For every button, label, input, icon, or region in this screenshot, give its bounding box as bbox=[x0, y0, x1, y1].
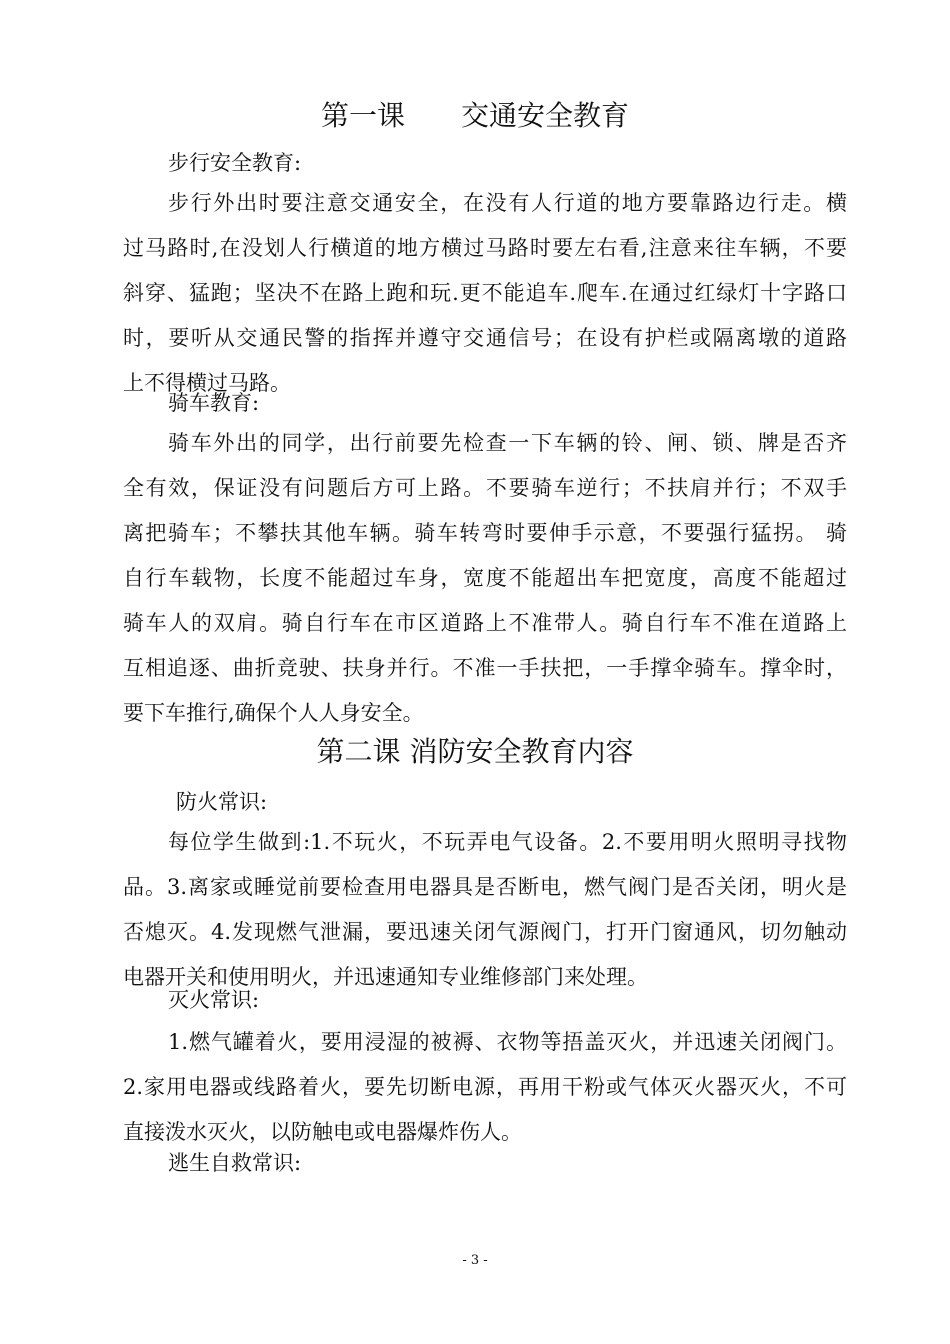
paragraph-line: 上不得横过马路。 bbox=[123, 371, 291, 395]
paragraph-line: 全有效，保证没有问题后方可上路。不要骑车逆行；不扶肩并行；不双手 bbox=[123, 476, 847, 500]
paragraph-line: 斜穿、猛跑；坚决不在路上跑和玩.更不能追车.爬车.在通过红绿灯十字路口 bbox=[123, 281, 847, 305]
paragraph-line: 时，要听从交通民警的指挥并遵守交通信号；在设有护栏或隔离墩的道路 bbox=[123, 326, 847, 350]
paragraph-line: 离把骑车；不攀扶其他车辆。骑车转弯时要伸手示意，不要强行猛拐。 骑 bbox=[123, 521, 847, 545]
paragraph-line: 2.家用电器或线路着火，要先切断电源，再用干粉或气体灭火器灭火，不可 bbox=[123, 1075, 847, 1099]
cycling-safety-paragraph bbox=[123, 428, 847, 743]
paragraph-line: 直接泼水灭火，以防触电或电器爆炸伤人。 bbox=[123, 1120, 522, 1144]
paragraph-line: 过马路时,在没划人行横道的地方横过马路时要左右看,注意来往车辆，不要 bbox=[123, 236, 847, 260]
paragraph-line: 品。3.离家或睡觉前要检查用电器具是否断电，燃气阀门是否关闭，明火是 bbox=[123, 875, 847, 899]
paragraph-line: 骑车外出的同学，出行前要先检查一下车辆的铃、闸、锁、牌是否齐 bbox=[168, 431, 847, 455]
lesson-1-title: 第一课 交通安全教育 bbox=[320, 99, 629, 132]
escape-self-rescue-heading: 逃生自救常识: bbox=[168, 1151, 302, 1175]
fire-prevention-heading: 防火常识: bbox=[176, 790, 268, 814]
extinguishing-heading: 灭火常识: bbox=[168, 988, 260, 1012]
lesson-2-title: 第二课 消防安全教育内容 bbox=[316, 735, 634, 768]
paragraph-line: 电器开关和使用明火，并迅速通知专业维修部门来处理。 bbox=[123, 965, 648, 989]
paragraph-line: 骑车人的双肩。骑自行车在市区道路上不准带人。骑自行车不准在道路上 bbox=[123, 611, 847, 635]
paragraph-line: 1.燃气罐着火，要用浸湿的被褥、衣物等捂盖灭火，并迅速关闭阀门。 bbox=[168, 1030, 847, 1054]
paragraph-line: 要下车推行,确保个人人身安全。 bbox=[123, 701, 424, 725]
page-number: - 3 - bbox=[462, 1253, 488, 1268]
paragraph-line: 互相追逐、曲折竞驶、扶身并行。不准一手扶把，一手撑伞骑车。撑伞时， bbox=[123, 656, 847, 680]
extinguishing-paragraph bbox=[123, 1027, 847, 1162]
paragraph-line: 自行车载物，长度不能超过车身，宽度不能超出车把宽度，高度不能超过 bbox=[123, 566, 847, 590]
cycling-safety-heading: 骑车教育: bbox=[168, 391, 260, 415]
walking-safety-paragraph bbox=[123, 188, 847, 413]
paragraph-line: 每位学生做到:1.不玩火，不玩弄电气设备。2.不要用明火照明寻找物 bbox=[168, 830, 847, 854]
paragraph-line: 否熄灭。4.发现燃气泄漏，要迅速关闭气源阀门，打开门窗通风，切勿触动 bbox=[123, 920, 847, 944]
fire-prevention-paragraph bbox=[123, 827, 847, 1007]
paragraph-line: 步行外出时要注意交通安全，在没有人行道的地方要靠路边行走。横 bbox=[168, 191, 847, 215]
walking-safety-heading: 步行安全教育: bbox=[168, 151, 302, 175]
